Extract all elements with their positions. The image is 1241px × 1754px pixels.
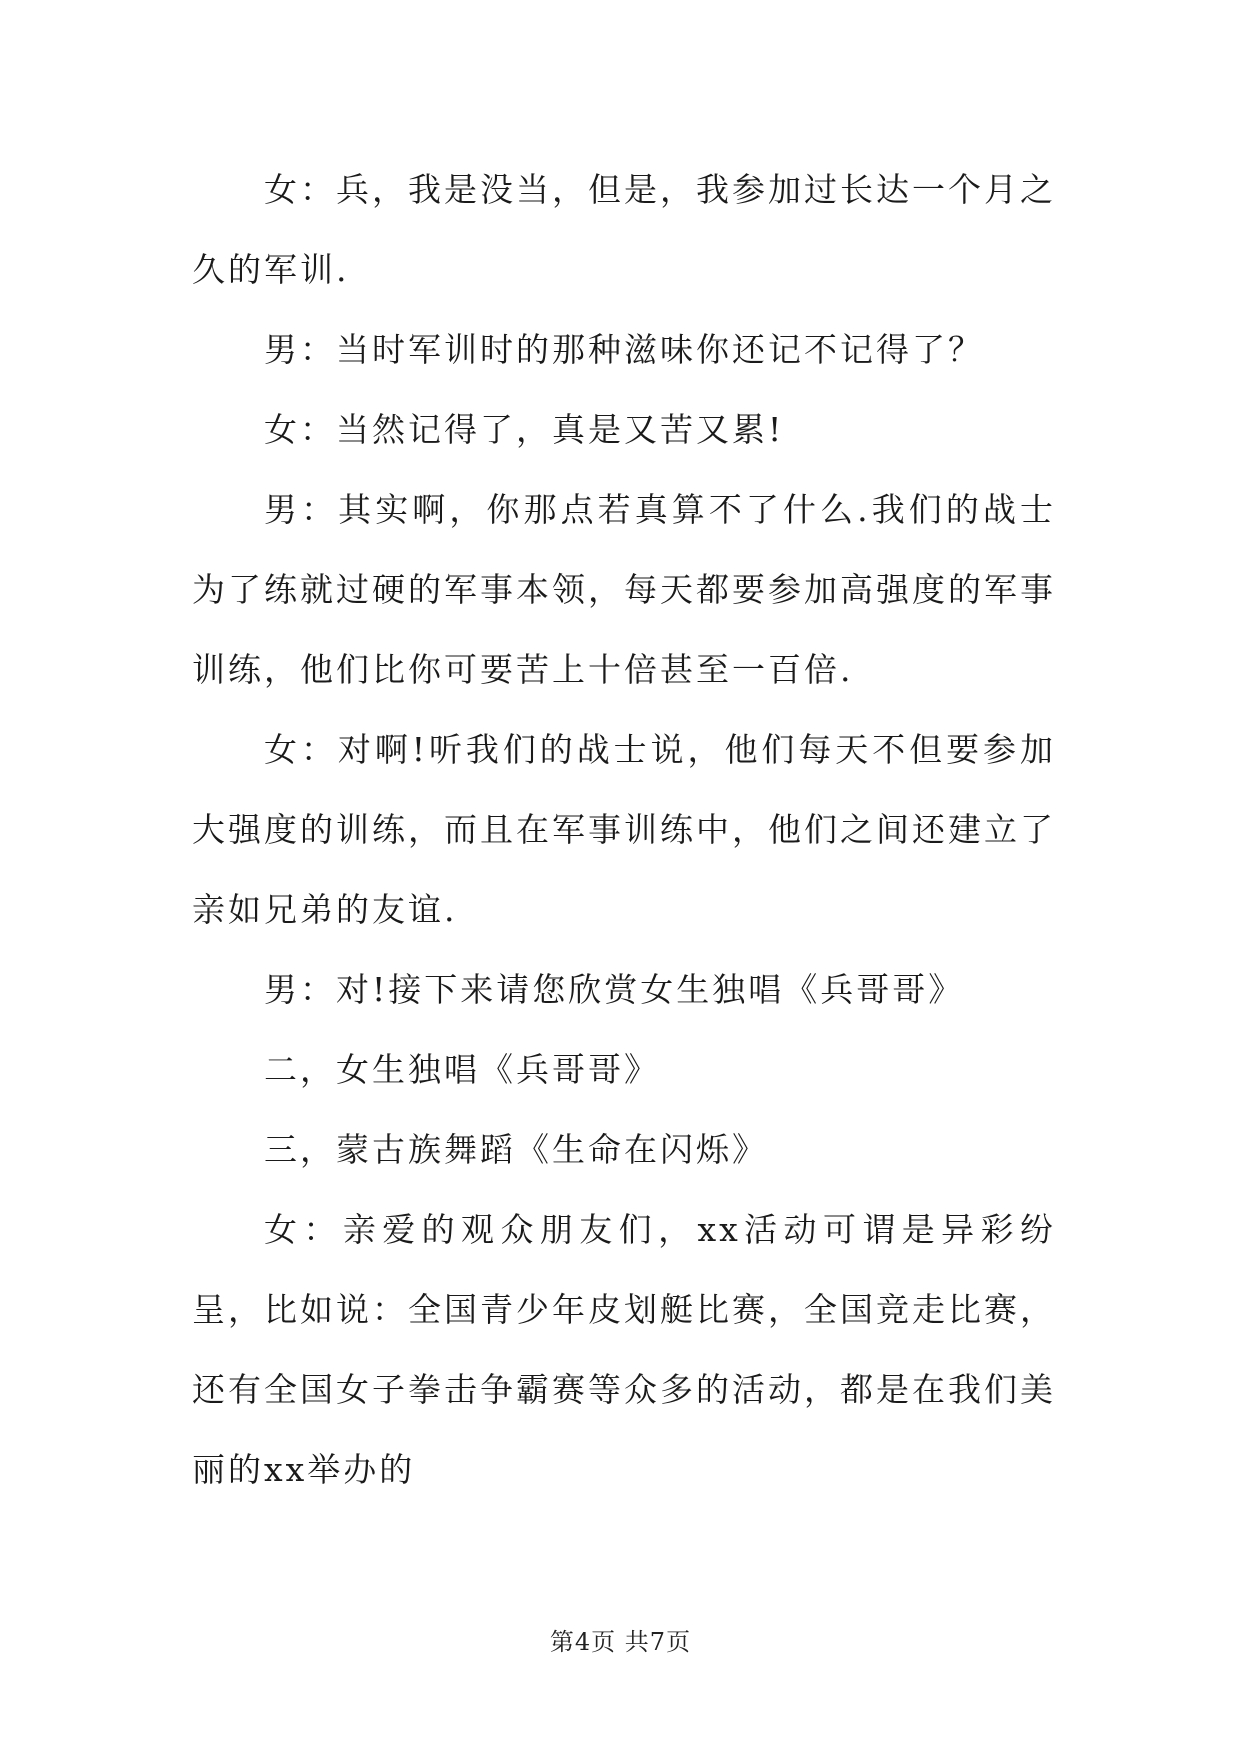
paragraph: 男：对!接下来请您欣赏女生独唱《兵哥哥》 xyxy=(264,970,965,1009)
document-body xyxy=(192,150,1056,1510)
paragraph: 女：对啊!听我们的战士说，他们每天不但要参加大强度的训练，而且在军事训练中，他们之间还建立了亲如兄弟的友谊. xyxy=(192,730,1056,929)
paragraph: 女：亲爱的观众朋友们，xx活动可谓是异彩纷呈，比如说：全国青少年皮划艇比赛，全国竞走比赛，还有全国女子拳击争霸赛等众多的活动，都是在我们美丽的xx举办的 xyxy=(192,1210,1056,1489)
paragraph: 女：当然记得了，真是又苦又累! xyxy=(264,410,785,449)
paragraph: 二，女生独唱《兵哥哥》 xyxy=(264,1050,660,1089)
paragraph: 男：其实啊，你那点若真算不了什么.我们的战士为了练就过硬的军事本领，每天都要参加高强度的军事训练，他们比你可要苦上十倍甚至一百倍. xyxy=(192,490,1056,689)
paragraph: 女：兵，我是没当，但是，我参加过长达一个月之久的军训. xyxy=(192,170,1056,289)
paragraph: 男：当时军训时的那种滋味你还记不记得了？ xyxy=(264,330,984,369)
page-number-footer: 第4页 共7页 xyxy=(549,1628,692,1656)
paragraph: 三，蒙古族舞蹈《生命在闪烁》 xyxy=(264,1130,768,1169)
